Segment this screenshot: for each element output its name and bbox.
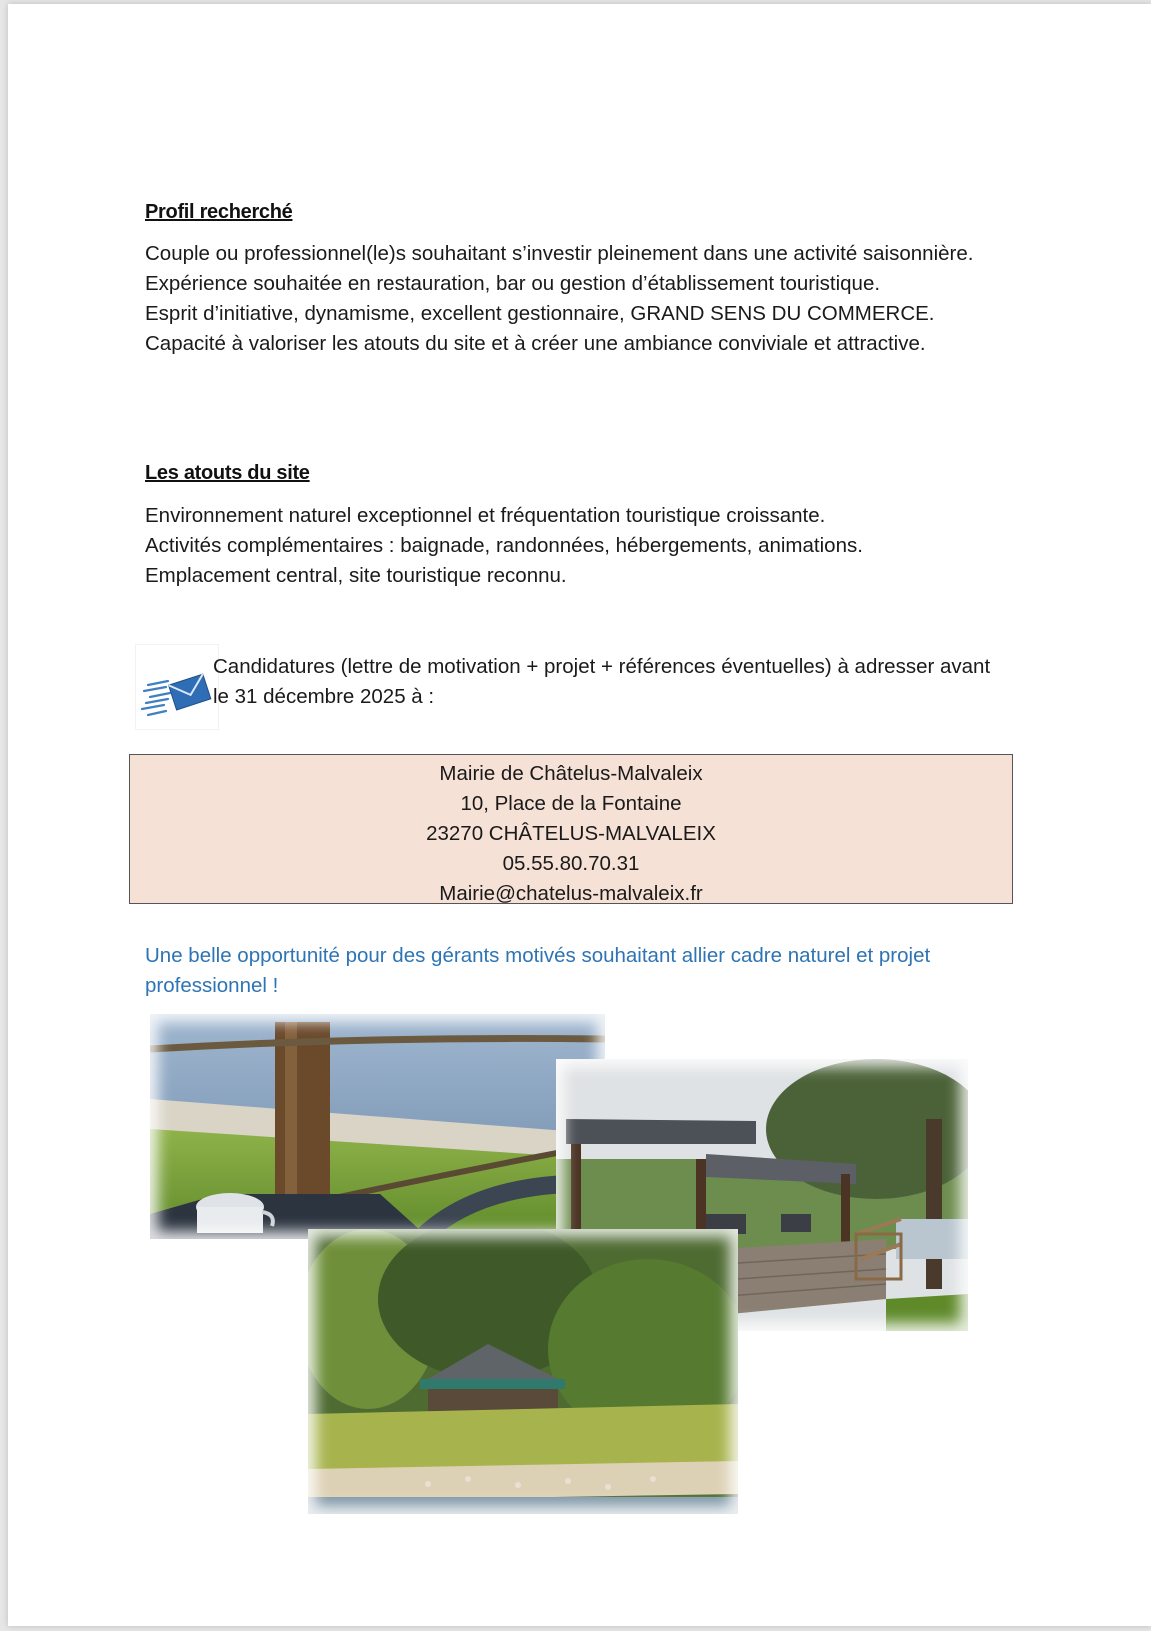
asset-line: Environnement naturel exceptionnel et fréquentation touristique croissante. [145,504,826,527]
profile-heading: Profil recherché [145,201,293,223]
photo-beach-pavilion [308,1229,738,1514]
closing-statement: Une belle opportunité pour des gérants motivés souhaitant allier cadre naturel et projet professionnel ! [145,944,931,997]
profile-line: Esprit d’initiative, dynamisme, excellent gestionnaire, GRAND SENS DU COMMERCE. [145,302,935,325]
address-street: 10, Place de la Fontaine [460,792,682,815]
application-block [135,644,1015,724]
asset-line: Activités complémentaires : baignade, randonnées, hébergements, animations. [145,534,863,557]
assets-heading: Les atouts du site [145,462,310,484]
application-instructions: Candidatures (lettre de motivation + projet + références éventuelles) à adresser avant le 31 décembre 2025 à : [213,655,991,708]
assets-section [145,501,994,591]
asset-line: Emplacement central, site touristique reconnu. [145,564,567,587]
address-phone[interactable]: 05.55.80.70.31 [502,852,640,875]
address-city: 23270 CHÂTELUS-MALVALEIX [426,822,716,845]
profile-line: Expérience souhaitée en restauration, bar ou gestion d’établissement touristique. [145,272,881,295]
profile-line: Couple ou professionnel(le)s souhaitant s’investir pleinement dans une activité saisonnière. [145,242,974,265]
photo-lake-terrace [150,1014,605,1239]
profile-section [145,239,994,359]
profile-line: Capacité à valoriser les atouts du site et à créer une ambiance conviviale et attractive. [145,332,926,355]
address-name: Mairie de Châtelus-Malvaleix [439,762,703,785]
document-page [8,4,1151,1626]
address-box [129,754,1013,904]
envelope-send-icon [135,644,219,730]
address-email[interactable]: Mairie@chatelus-malvaleix.fr [439,882,703,905]
